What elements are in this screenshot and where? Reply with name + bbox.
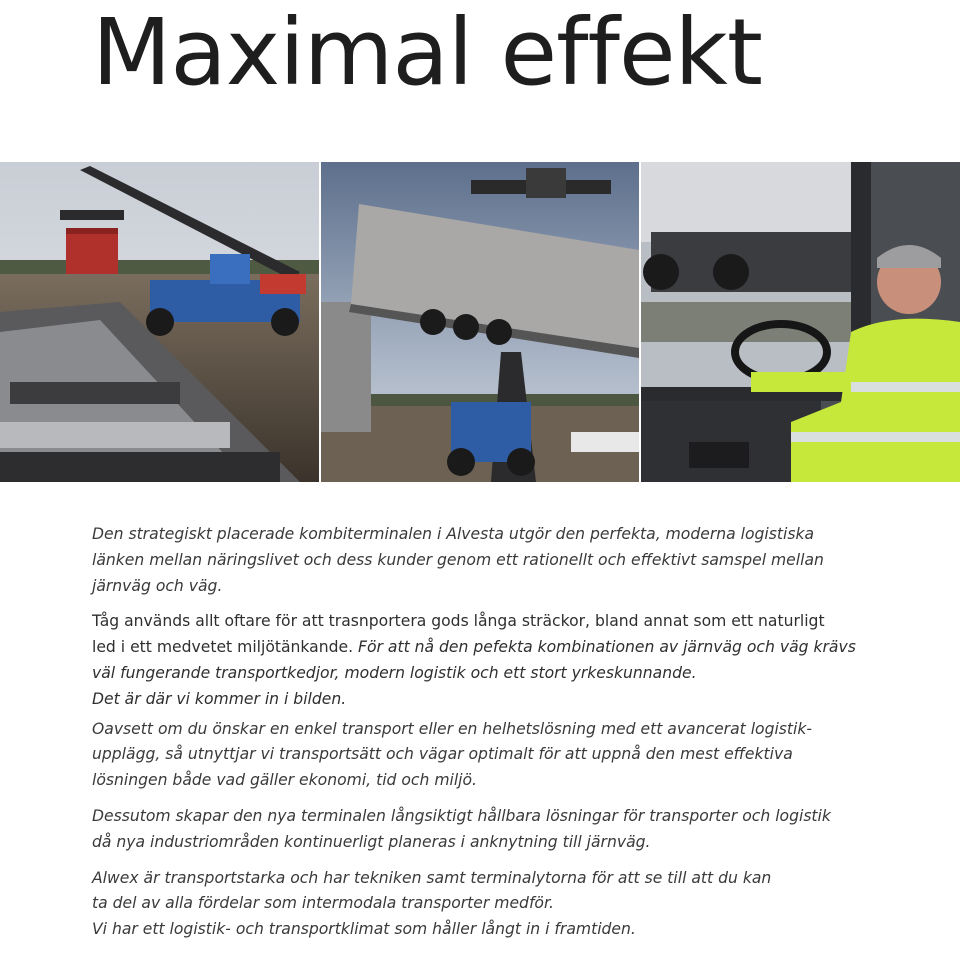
text-line: Vi har ett logistik- och transportklimat som håller långt in i framtiden. (92, 920, 636, 939)
text-line: lösningen både vad gäller ekonomi, tid och miljö. (92, 771, 478, 790)
text-line: upplägg, så utnyttjar vi transportsätt och vägar optimalt för att uppnå den mest effektiva (92, 745, 793, 764)
text-line: då nya industriområden kontinuerligt planeras i anknytning till järnväg. (92, 832, 651, 851)
body-text (92, 522, 892, 953)
text-line: väl fungerande transportkedjor, modern logistik och ett stort yrkeskunnande. (92, 663, 697, 682)
text-line: ta del av alla fördelar som intermodala transporter medför. (92, 894, 554, 913)
text-line: Dessutom skapar den nya terminalen långsiktigt hållbara lösningar för transporter och logistik (92, 806, 831, 825)
photo-strip (0, 162, 960, 482)
intro-paragraph (92, 522, 892, 599)
text-fragment: För att nå den pefekta kombinationen av järnväg och väg krävs (353, 638, 856, 657)
closing-paragraph (92, 866, 892, 943)
text-line: länken mellan näringslivet och dess kunder genom ett rationellt och effektivt samspel mellan (92, 550, 824, 569)
text-line: Det är där vi kommer in i bilden. (92, 689, 347, 708)
text-line: järnväg och väg. (92, 576, 223, 595)
page-title: Maximal effekt (92, 0, 762, 106)
text-line: Den strategiskt placerade kombiterminalen i Alvesta utgör den perfekta, moderna logistiska (92, 525, 815, 543)
text-line: Oavsett om du önskar en enkel transport eller en helhetslösning med ett avancerat logistik- (92, 719, 813, 738)
logistics-paragraph (92, 717, 892, 794)
photo-trailer-lift (321, 162, 639, 482)
text-line: Tåg används allt oftare för att trasnportera gods långa sträckor, bland annat som ett naturligt (92, 612, 825, 631)
text-line-mixed (92, 635, 892, 661)
terminal-paragraph (92, 804, 892, 856)
text-fragment: led i ett medvetet miljötänkande. (92, 638, 354, 657)
text-line: Alwex är transportstarka och har tekniken samt terminalytorna för att se till att du kan (92, 868, 772, 887)
rail-paragraph (92, 609, 892, 712)
photo-reach-stacker-terminal (0, 162, 319, 482)
photo-operator-cab (641, 162, 960, 482)
